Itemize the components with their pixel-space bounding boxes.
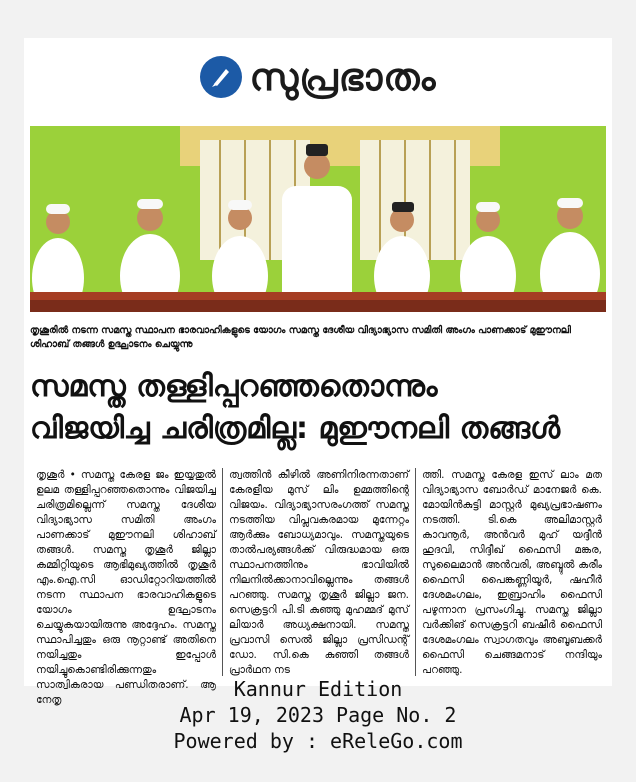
column-text: ത്തി. സമസ്ത കേരള ഇസ് ലാം മത വിദ്യാഭ്യാസ ബോർഡ് മാനേജർ കെ. മോയിൻകുട്ടി മാസ്റ്റർ മുഖ്യപ്രഭാഷണം നടത്തി. ടി.കെ അലിമാസ്റ്റർ കാവനൂർ, അൻവർ മുഹ് യദ്ദീൻ ഹുദവി, സിദ്ദീഖ് ഫൈസി മങ്കര, സുലൈമാൻ അൻവരി, അബ്ദുൽ കരീം ഫൈസി പൈങ്കണ്ണിയൂർ, ഷഹീർ ദേശമംഗലം, ഇബ്രാഹിം ഫൈസി പഴുന്നാന പ്രസംഗിച്ചു. സമസ്ത ജില്ലാ വർക്കിങ് സെക്രട്ടറി ബഷീർ ഫൈസി ദേശമംഗലം സ്വാഗതവും അബൂബക്കർ ഫൈസി ചെങ്ങമനാട് നന്ദിയും പറഞ്ഞു. <box>422 469 602 676</box>
masthead-title: സുപ്രഭാതം <box>249 54 437 99</box>
pen-nib-logo-icon <box>200 56 242 98</box>
meeting-photo <box>30 126 606 312</box>
article-column-1 <box>30 468 222 706</box>
edition-label: Kannur Edition <box>233 677 403 701</box>
headline <box>30 366 608 450</box>
date-page-label: Apr 19, 2023 Page No. 2 <box>179 703 457 727</box>
headline-line-1: സമസ്ത തള്ളിപ്പറഞ്ഞതൊന്നും <box>30 369 438 404</box>
photo-caption: തൃശൂരിൽ നടന്ന സമസ്ത സ്ഥാപന ഭാരവാഹികളുടെ യോഗം സമസ്ത ദേശീയ വിദ്യാഭ്യാസ സമിതി അംഗം പാണക്കാട് മുഈനലി ശിഹാബ് തങ്ങൾ ഉദ്ഘാടനം ചെയ്യുന്നു <box>30 325 571 350</box>
edition-footer <box>0 676 636 754</box>
headline-line-2: വിജയിച്ച ചരിത്രമില്ല: മുഈനലി തങ്ങൾ <box>30 411 561 446</box>
column-text: തൃശൂർ • സമസ്ത കേരള ജം ഇയ്യതുൽ ഉലമ തള്ളിപ്പറഞ്ഞതൊന്നും വിജയിച്ച ചരിത്രമില്ലെന്ന് സമസ്ത ദേശീയ വിദ്യാഭ്യാസ സമിതി അംഗം പാണക്കാട് മുഈനലി ശിഹാബ് തങ്ങൾ. സമസ്ത തൃശൂർ ജില്ലാ കമ്മിറ്റിയുടെ ആഭിമുഖ്യത്തിൽ തൃശൂർ എം.ഐ.സി ഓഡിറ്റോറിയത്തിൽ നടന്ന സ്ഥാപന ഭാരവാഹികളുടെ യോഗം ഉദ്ഘാടനം ചെയ്യുകയായിരുന്നു അദ്ദേഹം. സമസ്ത സ്ഥാപിച്ചതും ഒരു നൂറ്റാണ്ട് അതിനെ നയിച്ചതും ഇപ്പോൾ നയിച്ചുകൊണ്ടിരിക്കുന്നതും സാത്വികരായ പണ്ഡിതരാണ്. ആ നേതൃ <box>36 469 216 706</box>
powered-by-label: Powered by : eReleGo.com <box>173 729 463 753</box>
column-text: ത്വത്തിൻ കീഴിൽ അണിനിരന്നതാണ് കേരളീയ മുസ് ലിം ഉമ്മത്തിന്റെ വിജയം. വിദ്യാഭ്യാസരംഗത്ത് സമസ്ത നടത്തിയ വിപ്ലവകരമായ മുന്നേറ്റം ആർക്കും ബോധ്യമാവും. സമസ്തയുടെ താൽപര്യങ്ങൾക്ക് വിരുദ്ധമായ ഒരു സ്ഥാപനത്തിനും ഭാവിയിൽ നിലനിൽക്കാനാവില്ലെന്നും തങ്ങൾ പറഞ്ഞു. സമസ്ത തൃശൂർ ജില്ലാ ജന. സെക്രട്ടറി പി.ടി കുഞ്ഞു മുഹമ്മദ് മുസ് ലിയാർ അധ്യക്ഷനായി. സമസ്ത പ്രവാസി സെൽ ജില്ലാ പ്രസിഡന്റ് ഡോ. സി.കെ കുഞ്ഞി തങ്ങൾ പ്രാർഥന നട <box>229 469 409 676</box>
article-column-3 <box>415 468 608 676</box>
masthead <box>24 46 612 108</box>
article-column-2 <box>222 468 415 676</box>
